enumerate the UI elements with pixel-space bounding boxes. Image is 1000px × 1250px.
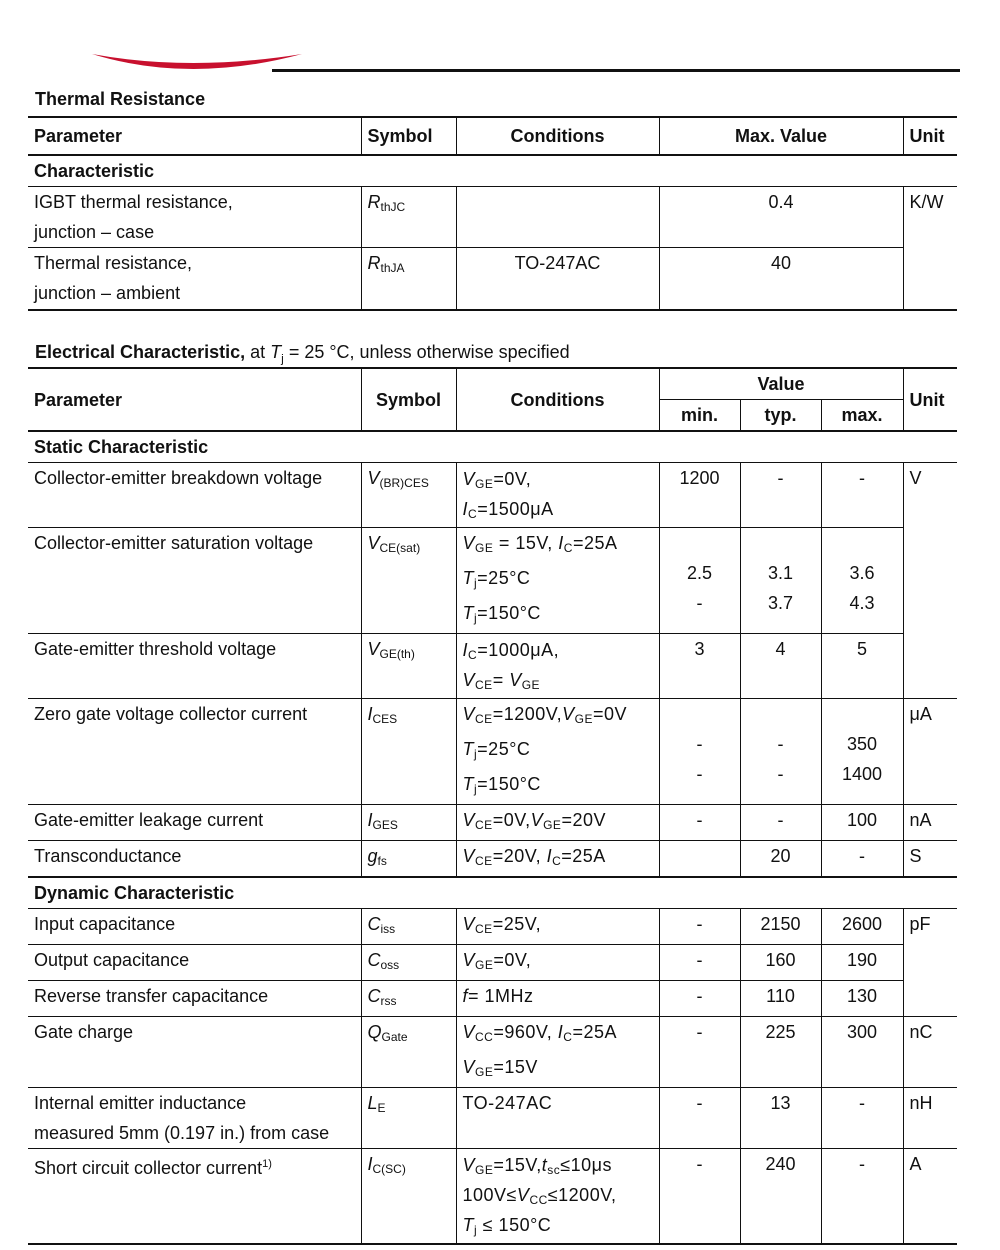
param-text: junction – case — [34, 222, 155, 242]
value-text: 0.4 — [659, 187, 903, 248]
th-parameter: Parameter — [34, 389, 123, 410]
table-row: Reverse transfer capacitance $C_{rss}$ f= 1MHz - 110 130 — [28, 981, 957, 1017]
param-text: measured 5mm (0.197 in.) from case — [34, 1123, 330, 1143]
group-characteristic: Characteristic — [34, 161, 155, 181]
table-row: Output capacitance $C_{oss}$ $V_{GE}=0V$, - 160 190 — [28, 945, 957, 981]
th-conditions: Conditions — [456, 117, 659, 155]
thermal-resistance-table — [28, 116, 957, 311]
group-dynamic: Dynamic Characteristic — [34, 883, 235, 903]
param-text: Input capacitance — [34, 914, 176, 934]
table-row: Transconductance $g_{fs}$ $V_{CE}=20V$, $I_C=25A$ 20 - S — [28, 841, 957, 878]
table-row — [28, 187, 957, 248]
table-row: Input capacitance $C_{iss}$ $V_{CE}=25V$, - 2150 2600 pF — [28, 909, 957, 945]
th-max: max. — [821, 400, 903, 432]
param-text: Output capacitance — [34, 950, 190, 970]
value-text: 40 — [659, 248, 903, 310]
table-row: Collector-emitter saturation voltage $V_{CE(sat)}$ $V_{GE} = 15V$, $I_C=25A$ $T_j=25^\circ C$ $T_j=150^\circ C$ 2.5 - 3.1 3.7 3.6 4.3 — [28, 528, 957, 634]
electrical-characteristic-table — [28, 367, 957, 1245]
condition-text: TO-247AC — [456, 248, 659, 310]
param-text: Gate-emitter leakage current — [34, 810, 264, 830]
table-row — [28, 248, 957, 310]
thermal-section-title: Thermal Resistance — [35, 89, 206, 109]
param-text: Transconductance — [34, 846, 182, 866]
th-min: min. — [659, 400, 740, 432]
table-row: Collector-emitter breakdown voltage $V_{(BR)CES}$ $V_{GE}=0V$, $I_C=1500\mu A$ 1200 - - V — [28, 463, 957, 528]
table-row: Internal emitter inductance measured 5mm (0.197 in.) from case $L_E$ TO-247AC - 13 - nH — [28, 1088, 957, 1149]
param-text: Gate-emitter threshold voltage — [34, 639, 277, 659]
param-text: Collector-emitter breakdown voltage — [34, 468, 323, 488]
th-symbol: Symbol — [361, 117, 456, 155]
electrical-section-title: Electrical Characteristic, at $T_j = 25$ °C, unless otherwise specified — [35, 342, 570, 366]
param-text: junction – ambient — [34, 283, 181, 303]
param-text: Thermal resistance, — [34, 253, 193, 273]
group-static: Static Characteristic — [34, 437, 209, 457]
th-parameter: Parameter — [34, 126, 123, 146]
table-row: Zero gate voltage collector current $I_{CES}$ $V_{CE}=1200V,V_{GE}=0V$ $T_j=25^\circ C$ $T_j=150^\circ C$ - - - - 350 1400 μA — [28, 699, 957, 805]
th-typ: typ. — [740, 400, 821, 432]
th-unit: Unit — [903, 117, 957, 155]
param-text: Reverse transfer capacitance — [34, 986, 269, 1006]
table-row: Short circuit collector current$^{1)}$ $I_{C(SC)}$ $V_{GE}=15V,t_{sc}\le 10\mu s$ $100V\le V_{CC}\le 1200V$, $T_j \le 150^\circ C$ - 240 - A — [28, 1149, 957, 1245]
th-unit: Unit — [903, 368, 957, 431]
param-text: Internal emitter inductance — [34, 1093, 247, 1113]
table-row: Gate-emitter leakage current $I_{GES}$ $V_{CE}=0V,V_{GE}=20V$ - - 100 nA — [28, 805, 957, 841]
symbol-text: R — [367, 253, 381, 273]
param-text: Short circuit collector current — [34, 1158, 263, 1178]
symbol-sub: thJA — [380, 261, 405, 275]
th-conditions: Conditions — [456, 368, 659, 431]
company-logo-swoosh — [90, 48, 310, 78]
th-value: Value — [659, 368, 903, 400]
param-text: Gate charge — [34, 1022, 134, 1042]
symbol-text: R — [367, 192, 381, 212]
table-row: Gate charge $Q_{Gate}$ $V_{CC}=960V$, $I_C=25A$ $V_{GE}=15V$ - 225 300 nC — [28, 1017, 957, 1088]
unit-text: K/W — [903, 187, 957, 310]
condition-text — [456, 187, 659, 248]
th-symbol: Symbol — [361, 368, 456, 431]
table-row: Gate-emitter threshold voltage $V_{GE(th)}$ $I_C=1000\mu A$, $V_{CE}= V_{GE}$ 3 4 5 — [28, 634, 957, 699]
th-max-value: Max. Value — [659, 117, 903, 155]
param-text: Collector-emitter saturation voltage — [34, 533, 314, 553]
header-rule — [272, 69, 960, 72]
symbol-sub: thJC — [380, 200, 406, 214]
param-text: IGBT thermal resistance, — [34, 192, 233, 212]
param-text: Zero gate voltage collector current — [34, 704, 308, 724]
